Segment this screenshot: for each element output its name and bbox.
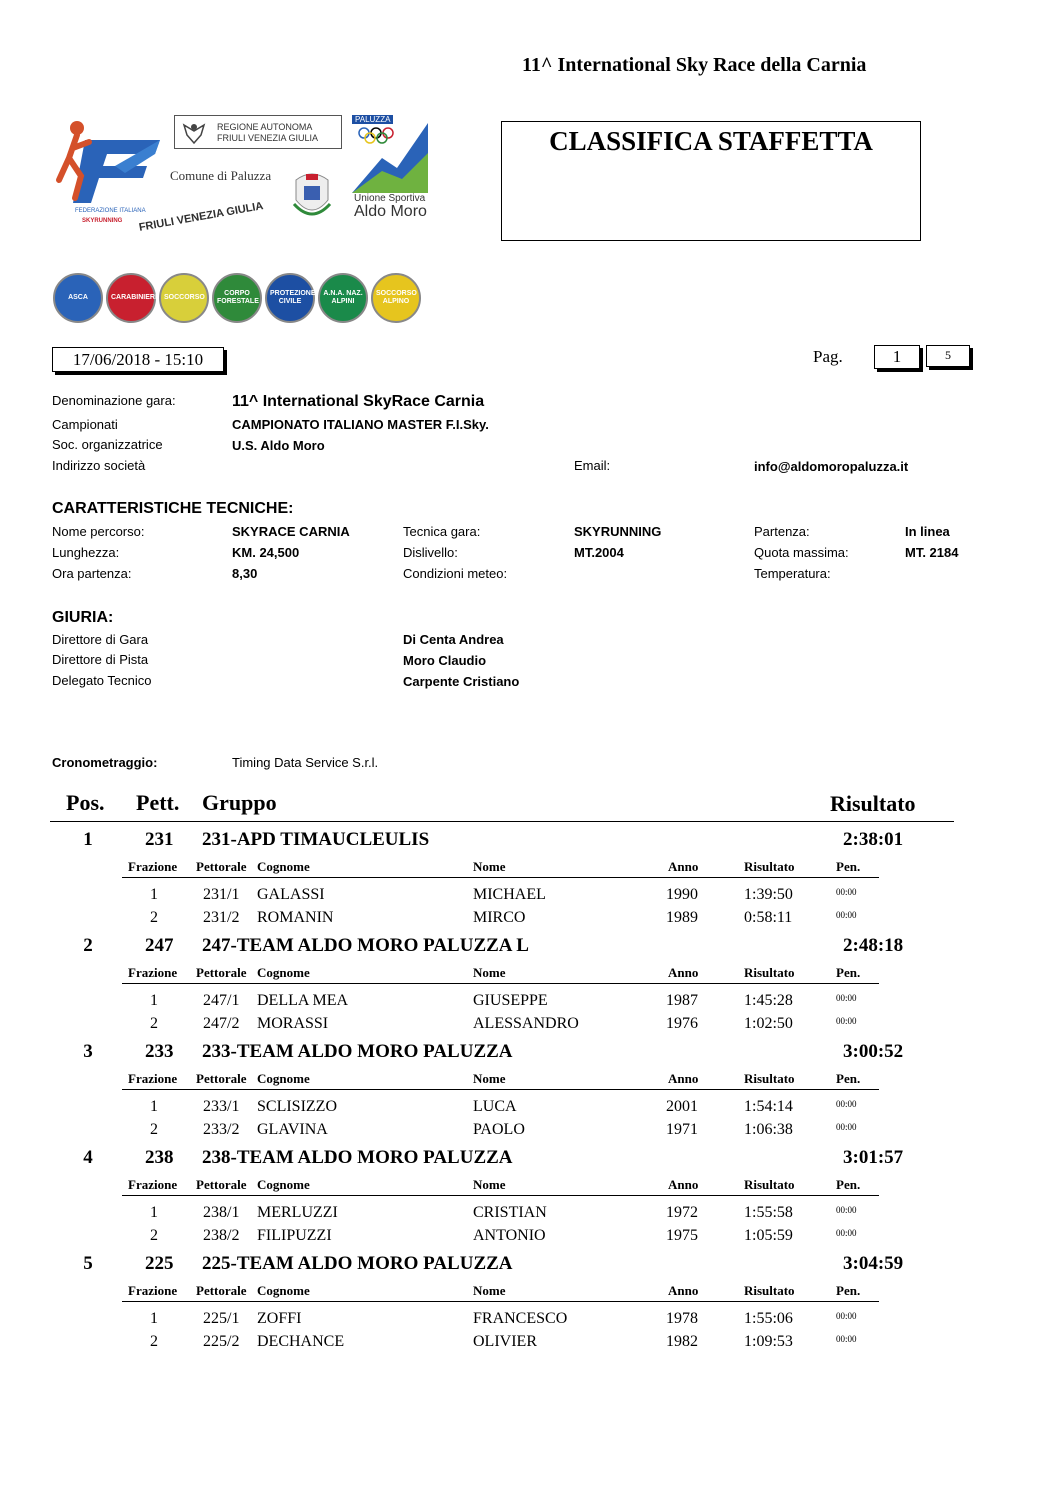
sub-header-divider (122, 1195, 879, 1196)
team-bib: 247 (145, 935, 174, 956)
direttore-pista-value: Moro Claudio (403, 653, 487, 668)
partner-logo (159, 273, 209, 323)
partenza-value: In linea (905, 524, 950, 539)
document-title: 11^ International Sky Race della Carnia (522, 54, 867, 76)
delegato-value: Carpente Cristiano (403, 674, 520, 689)
member-anno: 1971 (666, 1121, 698, 1138)
sub-col-nome: Nome (473, 1283, 506, 1298)
member-risultato: 1:05:59 (744, 1227, 793, 1244)
partner-logo (106, 273, 156, 323)
sub-col-pettorale: Pettorale (196, 1177, 247, 1192)
member-risultato: 1:55:06 (744, 1310, 793, 1327)
meteo-label: Condizioni meteo: (403, 566, 508, 581)
team-position: 5 (83, 1253, 93, 1274)
member-pen: 00:00 (836, 1099, 857, 1109)
member-pettorale: 233/1 (203, 1098, 240, 1115)
sub-header-divider (122, 983, 879, 984)
sub-col-risultato: Risultato (744, 859, 795, 874)
member-frazione: 2 (150, 1015, 158, 1032)
member-pettorale: 231/1 (203, 886, 240, 903)
member-risultato: 1:39:50 (744, 886, 793, 903)
page-label: Pag. (813, 347, 843, 366)
member-anno: 1975 (666, 1227, 698, 1244)
sub-col-frazione: Frazione (128, 1177, 178, 1192)
member-frazione: 1 (150, 1310, 158, 1327)
team-position: 2 (83, 935, 93, 956)
member-pettorale: 247/1 (203, 992, 240, 1009)
sub-col-frazione: Frazione (128, 859, 178, 874)
member-frazione: 1 (150, 992, 158, 1009)
team-result: 2:38:01 (843, 829, 904, 850)
member-nome: MIRCO (473, 909, 526, 926)
sub-col-cognome: Cognome (257, 965, 310, 980)
member-risultato: 0:58:11 (744, 909, 793, 926)
email-value: info@aldomoropaluzza.it (754, 459, 909, 474)
olympic-mountain-icon (352, 123, 430, 198)
sub-col-pen: Pen. (836, 859, 861, 874)
member-anno: 1987 (666, 992, 698, 1009)
team-name: 238-TEAM ALDO MORO PALUZZA (202, 1147, 513, 1168)
sub-col-risultato: Risultato (744, 1177, 795, 1192)
timing-label: Cronometraggio: (52, 755, 158, 770)
sub-col-nome: Nome (473, 1071, 506, 1086)
col-risultato: Risultato (830, 791, 916, 816)
partner-logo-text: SOCCORSO (164, 294, 205, 301)
page-number: 1 (874, 345, 920, 369)
temperatura-label: Temperatura: (754, 566, 831, 581)
direttore-gara-label: Direttore di Gara (52, 632, 149, 647)
classification-title: CLASSIFICA STAFFETTA (549, 126, 873, 156)
member-cognome: DELLA MEA (257, 992, 349, 1009)
dislivello-label: Dislivello: (403, 545, 458, 560)
team-name: 233-TEAM ALDO MORO PALUZZA (202, 1041, 513, 1062)
member-cognome: GALASSI (257, 886, 325, 903)
classification-box (501, 121, 921, 241)
col-gruppo: Gruppo (202, 790, 277, 815)
member-anno: 1982 (666, 1333, 698, 1350)
partner-logo-text: A.N.A. NAZ. ALPINI (323, 290, 363, 305)
member-nome: ANTONIO (473, 1227, 546, 1244)
member-frazione: 2 (150, 1121, 158, 1138)
member-risultato: 1:54:14 (744, 1098, 793, 1115)
team-result: 2:48:18 (843, 935, 904, 956)
sub-col-nome: Nome (473, 965, 506, 980)
sub-col-pettorale: Pettorale (196, 1071, 247, 1086)
sub-col-cognome: Cognome (257, 1283, 310, 1298)
partner-logo (371, 273, 421, 323)
member-cognome: FILIPUZZI (257, 1227, 332, 1244)
team-position: 3 (83, 1041, 93, 1062)
col-pos: Pos. (66, 790, 105, 815)
member-cognome: SCLISIZZO (257, 1098, 337, 1115)
sub-col-anno: Anno (668, 859, 699, 874)
partner-logo-text: ASCA (68, 294, 88, 301)
partner-logo (318, 273, 368, 323)
fisky-runner-icon (55, 118, 165, 218)
member-frazione: 2 (150, 909, 158, 926)
team-bib: 233 (145, 1041, 174, 1062)
partner-logo (265, 273, 315, 323)
sub-col-frazione: Frazione (128, 1283, 178, 1298)
member-pettorale: 225/2 (203, 1333, 240, 1350)
page-total: 5 (926, 345, 970, 367)
us-aldo-moro-logo (352, 115, 430, 223)
denominazione-label: Denominazione gara: (52, 393, 176, 408)
member-cognome: ROMANIN (257, 909, 334, 926)
ora-label: Ora partenza: (52, 566, 132, 581)
denominazione-value: 11^ International SkyRace Carnia (232, 393, 485, 410)
direttore-pista-label: Direttore di Pista (52, 652, 149, 667)
member-nome: ALESSANDRO (473, 1015, 579, 1032)
team-bib: 231 (145, 829, 174, 850)
sub-col-pen: Pen. (836, 1283, 861, 1298)
col-pett: Pett. (136, 790, 180, 815)
eagle-icon (179, 117, 209, 147)
member-risultato: 1:06:38 (744, 1121, 793, 1138)
lunghezza-label: Lunghezza: (52, 545, 120, 560)
email-label: Email: (574, 458, 611, 473)
member-nome: GIUSEPPE (473, 992, 548, 1009)
sub-col-pen: Pen. (836, 965, 861, 980)
sub-col-nome: Nome (473, 859, 506, 874)
member-pen: 00:00 (836, 1334, 857, 1344)
paluzza-crest (288, 166, 336, 224)
partner-logo-text: SOCCORSO ALPINO (376, 290, 417, 305)
member-risultato: 1:45:28 (744, 992, 793, 1009)
member-pen: 00:00 (836, 1311, 857, 1321)
member-anno: 1990 (666, 886, 698, 903)
fisky-logo (55, 118, 165, 218)
team-result: 3:00:52 (843, 1041, 904, 1062)
sub-header-divider (122, 877, 879, 878)
sub-col-cognome: Cognome (257, 1177, 310, 1192)
percorso-label: Nome percorso: (52, 524, 145, 539)
soc-label: Soc. organizzatrice (52, 437, 163, 452)
member-frazione: 2 (150, 1227, 158, 1244)
member-cognome: MORASSI (257, 1015, 329, 1032)
member-nome: PAOLO (473, 1121, 525, 1138)
team-bib: 225 (145, 1253, 174, 1274)
tecnica-value: SKYRUNNING (574, 524, 662, 539)
sub-col-frazione: Frazione (128, 965, 178, 980)
sub-col-risultato: Risultato (744, 965, 795, 980)
team-name: 231-APD TIMAUCLEULIS (202, 829, 430, 850)
campionati-value: CAMPIONATO ITALIANO MASTER F.I.Sky. (232, 417, 489, 432)
sub-col-pettorale: Pettorale (196, 1283, 247, 1298)
member-anno: 1976 (666, 1015, 698, 1032)
tech-title: CARATTERISTICHE TECNICHE: (52, 500, 294, 517)
unione-label: Unione Sportiva (354, 193, 426, 204)
percorso-value: SKYRACE CARNIA (232, 524, 350, 539)
sub-col-anno: Anno (668, 965, 699, 980)
member-pen: 00:00 (836, 910, 857, 920)
member-nome: MICHAEL (473, 886, 546, 903)
member-frazione: 1 (150, 1098, 158, 1115)
member-risultato: 1:09:53 (744, 1333, 793, 1350)
team-name: 225-TEAM ALDO MORO PALUZZA (202, 1253, 513, 1274)
team-position: 4 (83, 1147, 93, 1168)
member-pettorale: 225/1 (203, 1310, 240, 1327)
regione-logo (174, 115, 342, 149)
sub-col-pen: Pen. (836, 1071, 861, 1086)
sub-col-anno: Anno (668, 1071, 699, 1086)
sub-col-pettorale: Pettorale (196, 859, 247, 874)
quota-value: MT. 2184 (905, 545, 959, 560)
partner-logo (212, 273, 262, 323)
member-pen: 00:00 (836, 887, 857, 897)
partner-logo-text: CARABINIERI (111, 294, 157, 301)
ora-value: 8,30 (232, 566, 258, 581)
sub-col-anno: Anno (668, 1177, 699, 1192)
aldo-moro-label: Aldo Moro (354, 203, 427, 220)
fisky-caption-2: SKYRUNNING (82, 218, 123, 224)
sub-header-divider (122, 1301, 879, 1302)
regione-line-2: FRIULI VENEZIA GIULIA (217, 133, 319, 143)
partner-logo (53, 273, 103, 323)
member-pen: 00:00 (836, 1205, 857, 1215)
direttore-gara-value: Di Centa Andrea (403, 632, 504, 647)
member-pen: 00:00 (836, 1122, 857, 1132)
member-anno: 1972 (666, 1204, 698, 1221)
member-pettorale: 233/2 (203, 1121, 240, 1138)
member-anno: 1978 (666, 1310, 698, 1327)
member-frazione: 1 (150, 886, 158, 903)
dislivello-value: MT.2004 (574, 545, 624, 560)
sub-header-divider (122, 1089, 879, 1090)
team-result: 3:04:59 (843, 1253, 904, 1274)
member-pettorale: 238/1 (203, 1204, 240, 1221)
team-name: 247-TEAM ALDO MORO PALUZZA L (202, 935, 529, 956)
member-anno: 2001 (666, 1098, 698, 1115)
timing-value: Timing Data Service S.r.l. (232, 755, 379, 770)
team-position: 1 (83, 829, 93, 850)
member-frazione: 2 (150, 1333, 158, 1350)
member-pen: 00:00 (836, 1228, 857, 1238)
campionati-label: Campionati (52, 417, 118, 432)
member-pettorale: 231/2 (203, 909, 240, 926)
regione-line-1: REGIONE AUTONOMA (217, 122, 313, 132)
member-pettorale: 247/2 (203, 1015, 240, 1032)
tecnica-label: Tecnica gara: (403, 524, 481, 539)
team-bib: 238 (145, 1147, 174, 1168)
soc-value: U.S. Aldo Moro (232, 438, 325, 453)
sub-col-nome: Nome (473, 1177, 506, 1192)
member-pen: 00:00 (836, 1016, 857, 1026)
member-nome: FRANCESCO (473, 1310, 568, 1327)
lunghezza-value: KM. 24,500 (232, 545, 300, 560)
member-frazione: 1 (150, 1204, 158, 1221)
member-nome: LUCA (473, 1098, 517, 1115)
member-cognome: DECHANCE (257, 1333, 345, 1350)
member-risultato: 1:02:50 (744, 1015, 793, 1032)
sub-col-cognome: Cognome (257, 859, 310, 874)
sub-col-risultato: Risultato (744, 1071, 795, 1086)
team-result: 3:01:57 (843, 1147, 904, 1168)
quota-label: Quota massima: (754, 545, 849, 560)
sub-col-risultato: Risultato (744, 1283, 795, 1298)
fisky-caption: FEDERAZIONE ITALIANA (75, 208, 146, 214)
sub-col-pen: Pen. (836, 1177, 861, 1192)
indirizzo-label: Indirizzo società (52, 458, 146, 473)
fvg-logo: FRIULI VENEZIA GIULIA (138, 200, 265, 234)
comune-label: Comune di Paluzza (170, 168, 272, 183)
delegato-label: Delegato Tecnico (52, 673, 152, 688)
print-datetime: 17/06/2018 - 15:10 (52, 347, 224, 372)
partenza-label: Partenza: (754, 524, 810, 539)
member-cognome: MERLUZZI (257, 1204, 338, 1221)
paluzza-tag: PALUZZA (352, 115, 393, 124)
sub-col-cognome: Cognome (257, 1071, 310, 1086)
member-nome: CRISTIAN (473, 1204, 547, 1221)
sub-col-pettorale: Pettorale (196, 965, 247, 980)
header-divider (50, 821, 954, 822)
member-nome: OLIVIER (473, 1333, 537, 1350)
sub-col-frazione: Frazione (128, 1071, 178, 1086)
member-risultato: 1:55:58 (744, 1204, 793, 1221)
member-pen: 00:00 (836, 993, 857, 1003)
crest-icon (288, 166, 336, 224)
partner-logo-text: PROTEZIONE CIVILE (270, 290, 316, 305)
sub-col-anno: Anno (668, 1283, 699, 1298)
giuria-title: GIURIA: (52, 609, 114, 626)
member-cognome: ZOFFI (257, 1310, 302, 1327)
member-anno: 1989 (666, 909, 698, 926)
partner-logo-text: CORPO FORESTALE (217, 290, 259, 305)
member-cognome: GLAVINA (257, 1121, 328, 1138)
member-pettorale: 238/2 (203, 1227, 240, 1244)
